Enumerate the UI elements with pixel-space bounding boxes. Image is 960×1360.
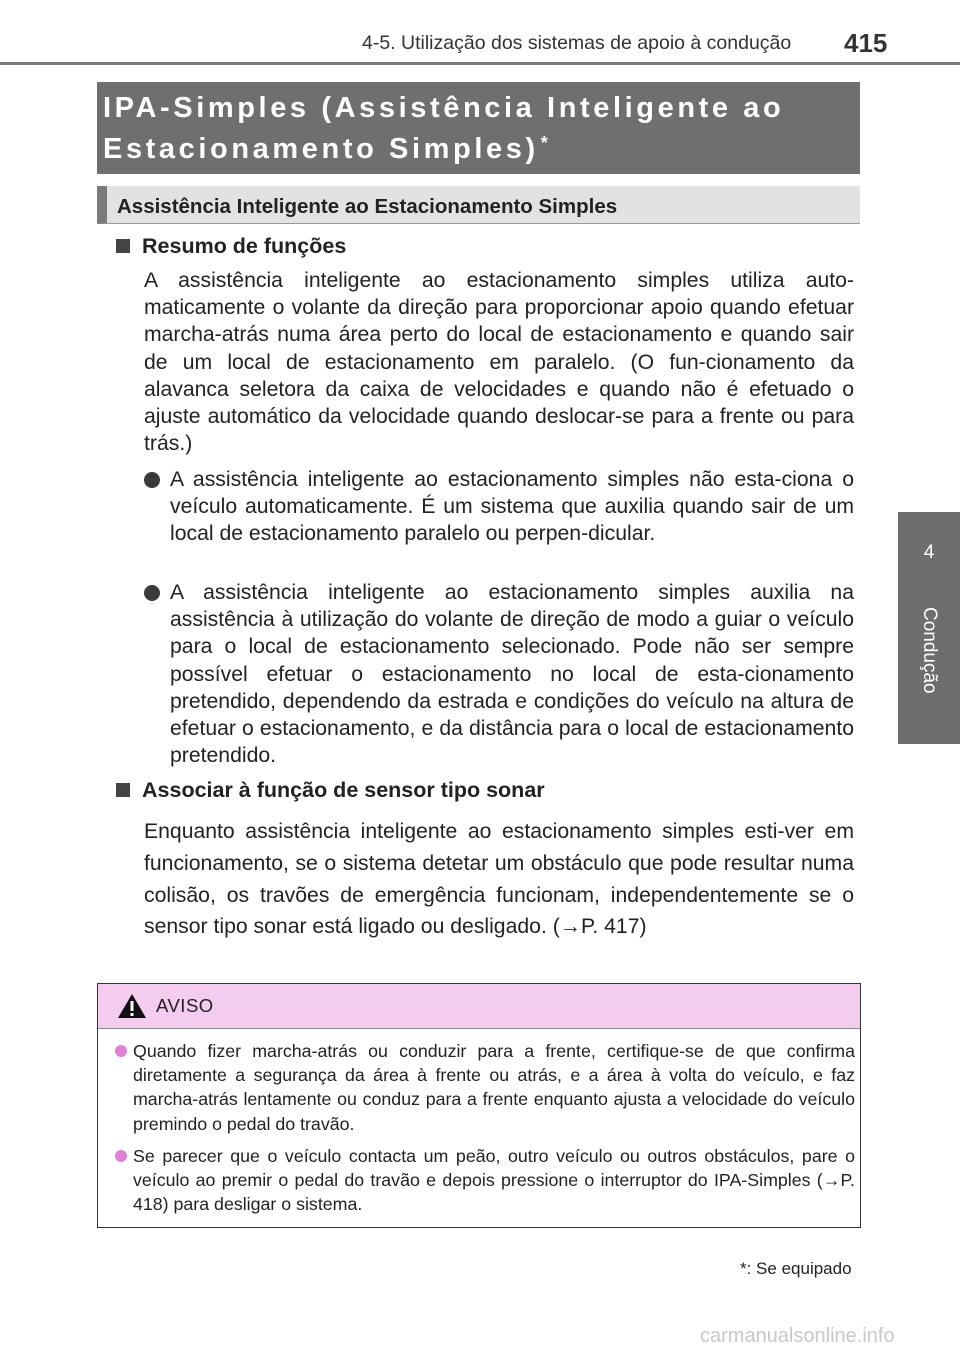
pink-bullet-icon: [115, 1150, 127, 1162]
chapter-label: Condução: [919, 607, 940, 694]
title-line-2-text: Estacionamento Simples): [103, 133, 539, 165]
header-divider: [0, 62, 960, 65]
sonar-heading-text: Associar à função de sensor tipo sonar: [142, 778, 545, 802]
page-number: 415: [844, 28, 888, 58]
warning-box: [97, 983, 861, 1228]
round-bullet-icon: [144, 472, 160, 488]
title-line-2: [103, 129, 860, 170]
summary-bullet-text: A assistência inteligente ao estacionamento simples não esta-ciona o veículo automaticamente. É um sistema que auxilia quando sair de um local de estacionamento paralelo ou perpen-dicular.: [170, 468, 854, 546]
summary-bullet: [144, 579, 854, 769]
warning-triangle-icon: [117, 993, 147, 1019]
round-bullet-icon: [144, 585, 160, 601]
sonar-heading: [116, 778, 545, 803]
summary-bullet-text: A assistência inteligente ao estacionamento simples auxilia na assistência à utilização do volante de direção de modo a guiar o veículo para o local de estacionamento selecionado. Pode não ser sempre possível efetuar o estacionamento no local de esta-cionamento pretendido, dependendo da estrada e condições do veículo na altura de efetuar o estacionamento, e da distância para o local de estacionamento pretendido.: [170, 581, 854, 768]
warning-item: [115, 1144, 855, 1217]
chapter-number: 4: [923, 542, 935, 563]
summary-paragraph: A assistência inteligente ao estacionamento simples utiliza auto-maticamente o volante da direção para proporcionar apoio quando efetuar marcha-atrás numa área perto do local de estacionamento e quando sair de um local de estacionamento em paralelo. (O fun-cionamento da alavanca seletora da caixa de velocidades e quando não é efetuado o ajuste automático da velocidade quando deslocar-se para a frente ou para trás.): [144, 269, 854, 456]
footnote: *: Se equipado: [740, 1259, 852, 1278]
page-title: [97, 82, 860, 174]
square-bullet-icon: [116, 783, 130, 797]
summary-heading-text: Resumo de funções: [142, 234, 347, 258]
warning-header: [98, 984, 860, 1029]
watermark: carmanualsonline.info: [700, 1325, 895, 1347]
warning-item-text: Se parecer que o veículo contacta um peão, outro veículo ou outros obstáculos, pare o veículo ao premir o pedal do travão e depois pressione o interruptor do IPA-Simples (→P. 418) para desligar o sistema.: [133, 1146, 855, 1215]
running-header-section: 4-5. Utilização dos sistemas de apoio à condução: [362, 32, 792, 54]
section-heading: Assistência Inteligente ao Estacionamento Simples: [97, 186, 860, 224]
sonar-paragraph: Enquanto assistência inteligente ao estacionamento simples esti-ver em funcionamento, se o sistema detetar um obstáculo que pode resultar numa colisão, os travões de emergência funcionam, independentemente se o sensor tipo sonar está ligado ou desligado. (→P. 417): [144, 820, 854, 939]
chapter-side-tab[interactable]: [898, 512, 960, 744]
summary-heading: [116, 234, 346, 259]
warning-label: AVISO: [156, 995, 214, 1016]
warning-item: [115, 1039, 855, 1136]
pink-bullet-icon: [115, 1045, 127, 1057]
title-line-1: IPA-Simples (Assistência Inteligente ao: [103, 92, 785, 124]
square-bullet-icon: [116, 239, 130, 253]
equipped-marker: *: [540, 133, 552, 153]
warning-item-text: Quando fizer marcha-atrás ou conduzir para a frente, certifique-se de que confirma diretamente a segurança da área à frente ou atrás, e a área à volta do veículo, e faz marcha-atrás lentamente ou conduz para a frente enquanto ajusta a velocidade do veículo premindo o pedal do travão.: [133, 1041, 855, 1134]
summary-bullet: [144, 466, 854, 548]
